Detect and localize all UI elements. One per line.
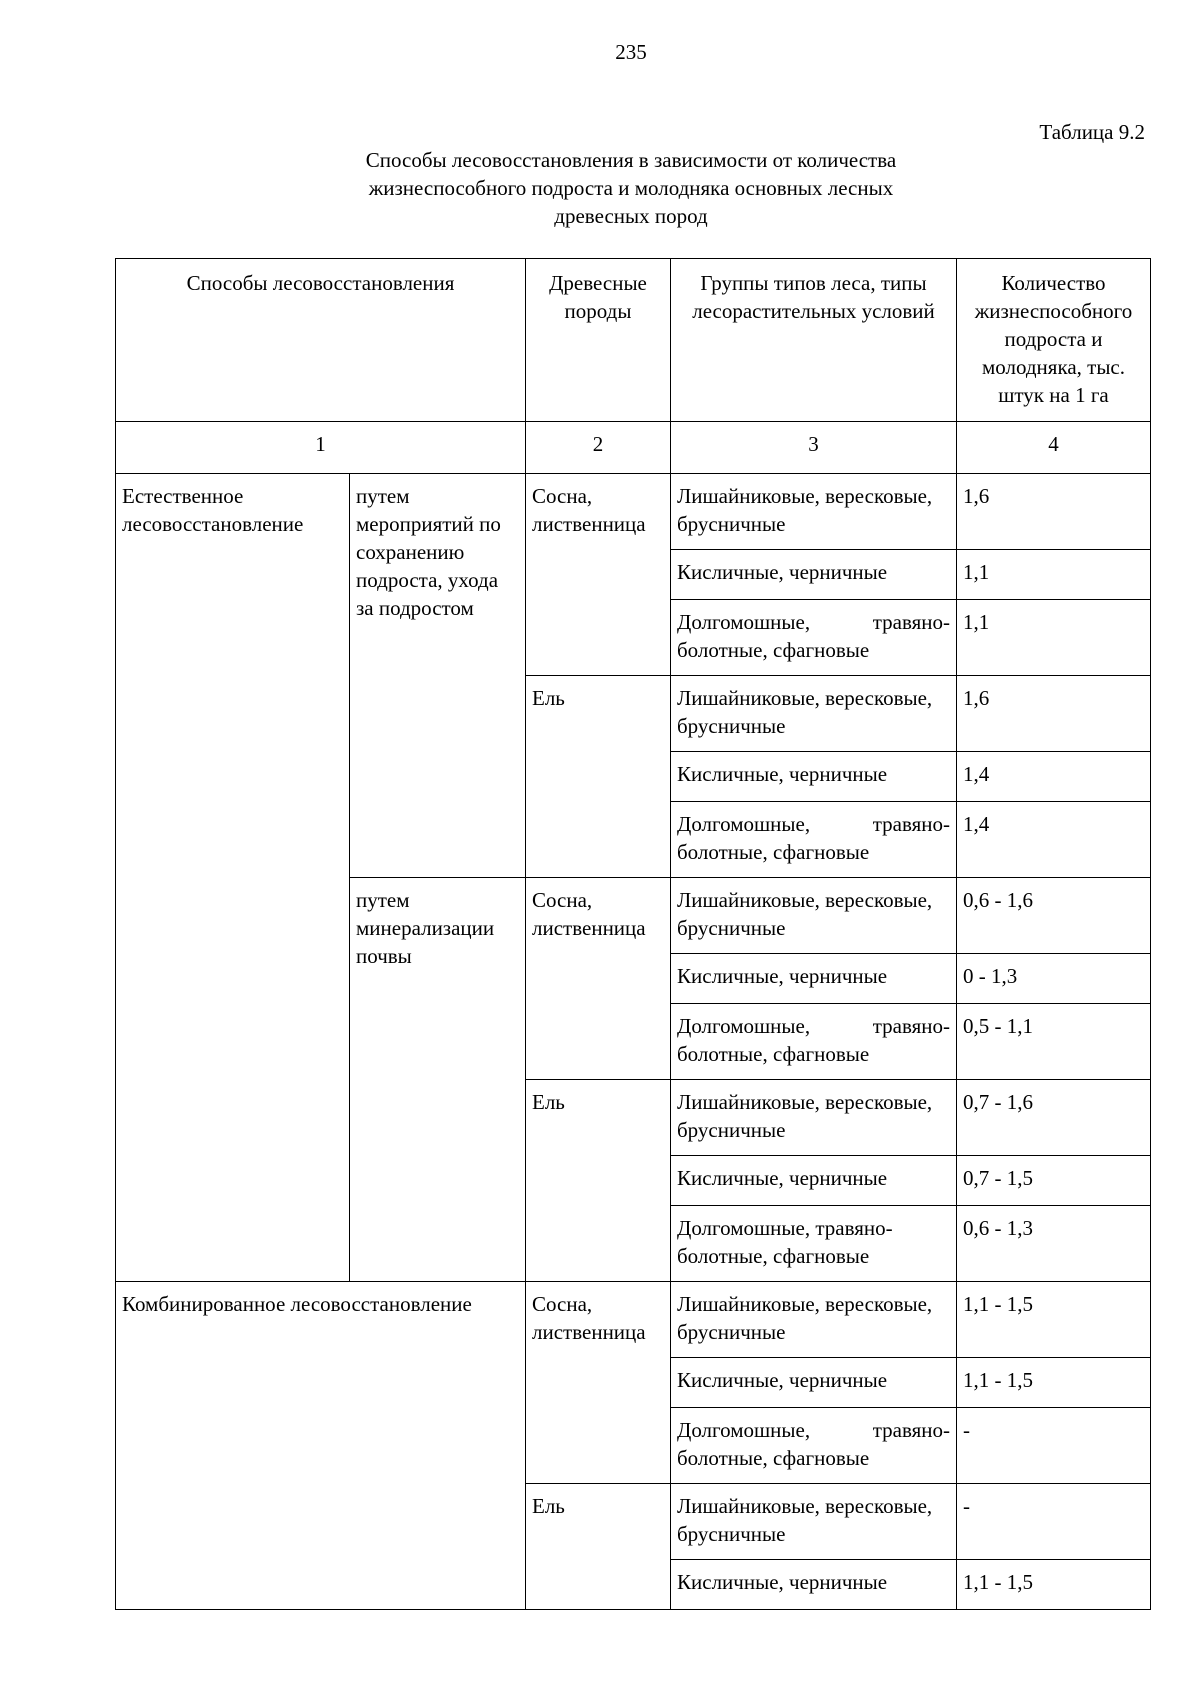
forest-type-cell: Кисличные, черничные	[671, 1560, 957, 1610]
forest-type-cell: Лишайниковые, вересковые, брусничные	[671, 1484, 957, 1560]
quantity-cell: 0 - 1,3	[957, 954, 1151, 1004]
forest-type-cell: Кисличные, черничные	[671, 1358, 957, 1408]
table-label: Таблица 9.2	[1039, 120, 1145, 144]
species-cell: Сосна, лиственница	[526, 878, 671, 1080]
quantity-cell: 1,1 - 1,5	[957, 1282, 1151, 1358]
page-number: 235	[615, 40, 647, 64]
column-number: 1	[116, 422, 526, 474]
forest-type-cell: Лишайниковые, вересковые, брусничные	[671, 1080, 957, 1156]
species-cell: Сосна, лиственница	[526, 474, 671, 676]
forest-type-cell: Кисличные, черничные	[671, 954, 957, 1004]
forest-type-cell: Лишайниковые, вересковые, брусничные	[671, 676, 957, 752]
method-combined: Комбинированное лесовосстановление	[116, 1282, 526, 1610]
quantity-cell: 0,7 - 1,5	[957, 1156, 1151, 1206]
forest-type-cell: Кисличные, черничные	[671, 752, 957, 802]
header-quantity: Количество жизнеспособного подроста и молодняка, тыс. штук на 1 га	[957, 259, 1151, 422]
quantity-cell: -	[957, 1484, 1151, 1560]
column-number-row	[116, 422, 1151, 474]
forest-type-cell: Долгомошные, травяно-болотные, сфагновые	[671, 1206, 957, 1282]
species-cell: Сосна, лиственница	[526, 1282, 671, 1484]
forest-type-cell: Лишайниковые, вересковые, брусничные	[671, 878, 957, 954]
submethod-mineralization: путем минерализации почвы	[350, 878, 526, 1282]
column-number: 3	[671, 422, 957, 474]
species-cell: Ель	[526, 1484, 671, 1610]
table-row	[116, 1282, 1151, 1358]
header-forest-types: Группы типов леса, типы лесорастительных условий	[671, 259, 957, 422]
forest-type-cell: Кисличные, черничные	[671, 1156, 957, 1206]
header-methods: Способы лесовосстановления	[116, 259, 526, 422]
quantity-cell: -	[957, 1408, 1151, 1484]
forest-type-cell: Долгомошные, травяно-болотные, сфагновые	[671, 1004, 957, 1080]
caption-line: жизнеспособного подроста и молодняка основных лесных	[368, 176, 894, 200]
forest-type-cell: Лишайниковые, вересковые, брусничные	[671, 1282, 957, 1358]
quantity-cell: 0,7 - 1,6	[957, 1080, 1151, 1156]
forest-type-cell: Долгомошные, травяно-болотные, сфагновые	[671, 1408, 957, 1484]
table-row	[116, 474, 1151, 550]
quantity-cell: 1,4	[957, 752, 1151, 802]
quantity-cell: 1,6	[957, 676, 1151, 752]
quantity-cell: 1,1	[957, 550, 1151, 600]
quantity-cell: 0,6 - 1,3	[957, 1206, 1151, 1282]
column-number: 2	[526, 422, 671, 474]
forest-type-cell: Лишайниковые, вересковые, брусничные	[671, 474, 957, 550]
forest-type-cell: Кисличные, черничные	[671, 550, 957, 600]
quantity-cell: 1,1 - 1,5	[957, 1358, 1151, 1408]
header-row	[116, 259, 1151, 422]
submethod-preservation: путем мероприятий по сохранению подроста, ухода за подростом	[350, 474, 526, 878]
species-cell: Ель	[526, 676, 671, 878]
quantity-cell: 1,1 - 1,5	[957, 1560, 1151, 1610]
forest-type-cell: Долгомошные, травяно-болотные, сфагновые	[671, 802, 957, 878]
method-natural: Естественное лесовосстановление	[116, 474, 350, 1282]
table-caption	[0, 146, 1200, 230]
caption-line: Способы лесовосстановления в зависимости от количества	[365, 148, 897, 172]
reforestation-table	[115, 258, 1151, 1610]
quantity-cell: 1,1	[957, 600, 1151, 676]
quantity-cell: 1,6	[957, 474, 1151, 550]
quantity-cell: 1,4	[957, 802, 1151, 878]
species-cell: Ель	[526, 1080, 671, 1282]
quantity-cell: 0,6 - 1,6	[957, 878, 1151, 954]
forest-type-cell: Долгомошные, травяно-болотные, сфагновые	[671, 600, 957, 676]
caption-line: древесных пород	[554, 204, 708, 228]
column-number: 4	[957, 422, 1151, 474]
header-species: Древесные породы	[526, 259, 671, 422]
quantity-cell: 0,5 - 1,1	[957, 1004, 1151, 1080]
